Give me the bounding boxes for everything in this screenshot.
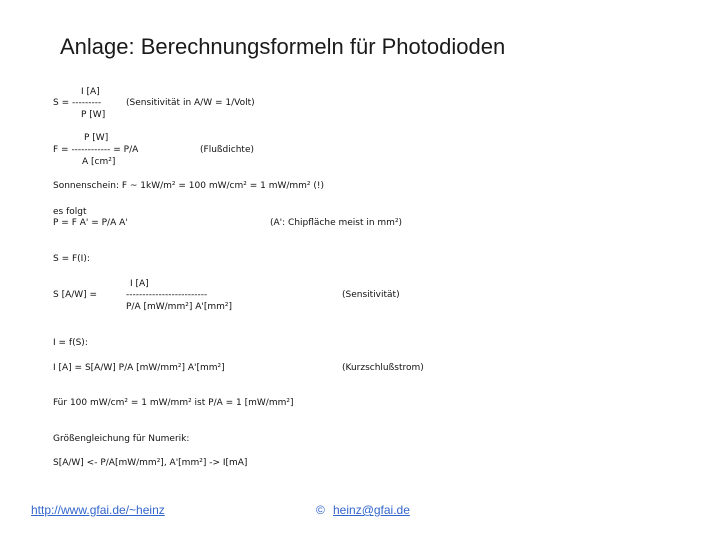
formula-s2-lhs: S [A/W] = [53,290,98,300]
formula-f-lhs: F = ------------ = P/A [53,145,139,155]
formula-s-lhs: S = --------- [53,98,102,108]
formula-s2-numerator: I [A] [130,279,149,289]
es-folgt-formula: P = F A' = P/A A' [53,218,128,228]
fuer-100-line: Für 100 mW/cm² = 1 mW/mm² ist P/A = 1 [mW/mm²] [53,398,294,408]
formula-s-note: (Sensitivität in A/W = 1/Volt) [126,98,255,108]
formula-f-numerator: P [W] [84,133,109,143]
formula-f-denominator: A [cm²] [82,157,116,167]
formula-s2-denominator: P/A [mW/mm²] A'[mm²] [126,302,232,312]
s-of-i-heading: S = F(I): [53,254,90,264]
homepage-link[interactable]: http://www.gfai.de/~heinz [31,503,165,517]
email-link[interactable]: heinz@gfai.de [333,503,410,517]
es-folgt-note: (A': Chipfläche meist in mm²) [270,218,403,228]
formula-f-note: (Flußdichte) [200,145,255,155]
numerik-line: S[A/W] <- P/A[mW/mm²], A'[mm²] -> I[mA] [53,458,248,468]
sunshine-line: Sonnenschein: F ~ 1kW/m² = 100 mW/cm² = 1 mW/mm² (!) [53,181,325,191]
formula-i: I [A] = S[A/W] P/A [mW/mm²] A'[mm²] [53,363,225,373]
formula-s-numerator: I [A] [81,87,100,97]
formula-s-denominator: P [W] [81,110,106,120]
formula-s2-bar: ------------------------- [126,290,208,300]
groessen-heading: Größengleichung für Numerik: [53,434,190,444]
es-folgt-label: es folgt [53,207,87,217]
copyright-symbol: © [316,503,325,517]
formula-s2-note: (Sensitivität) [342,290,400,300]
formula-i-note: (Kurzschlußstrom) [342,363,424,373]
i-of-s-heading: I = f(S): [53,338,88,348]
page-title: Anlage: Berechnungsformeln für Photodioden [60,34,506,59]
